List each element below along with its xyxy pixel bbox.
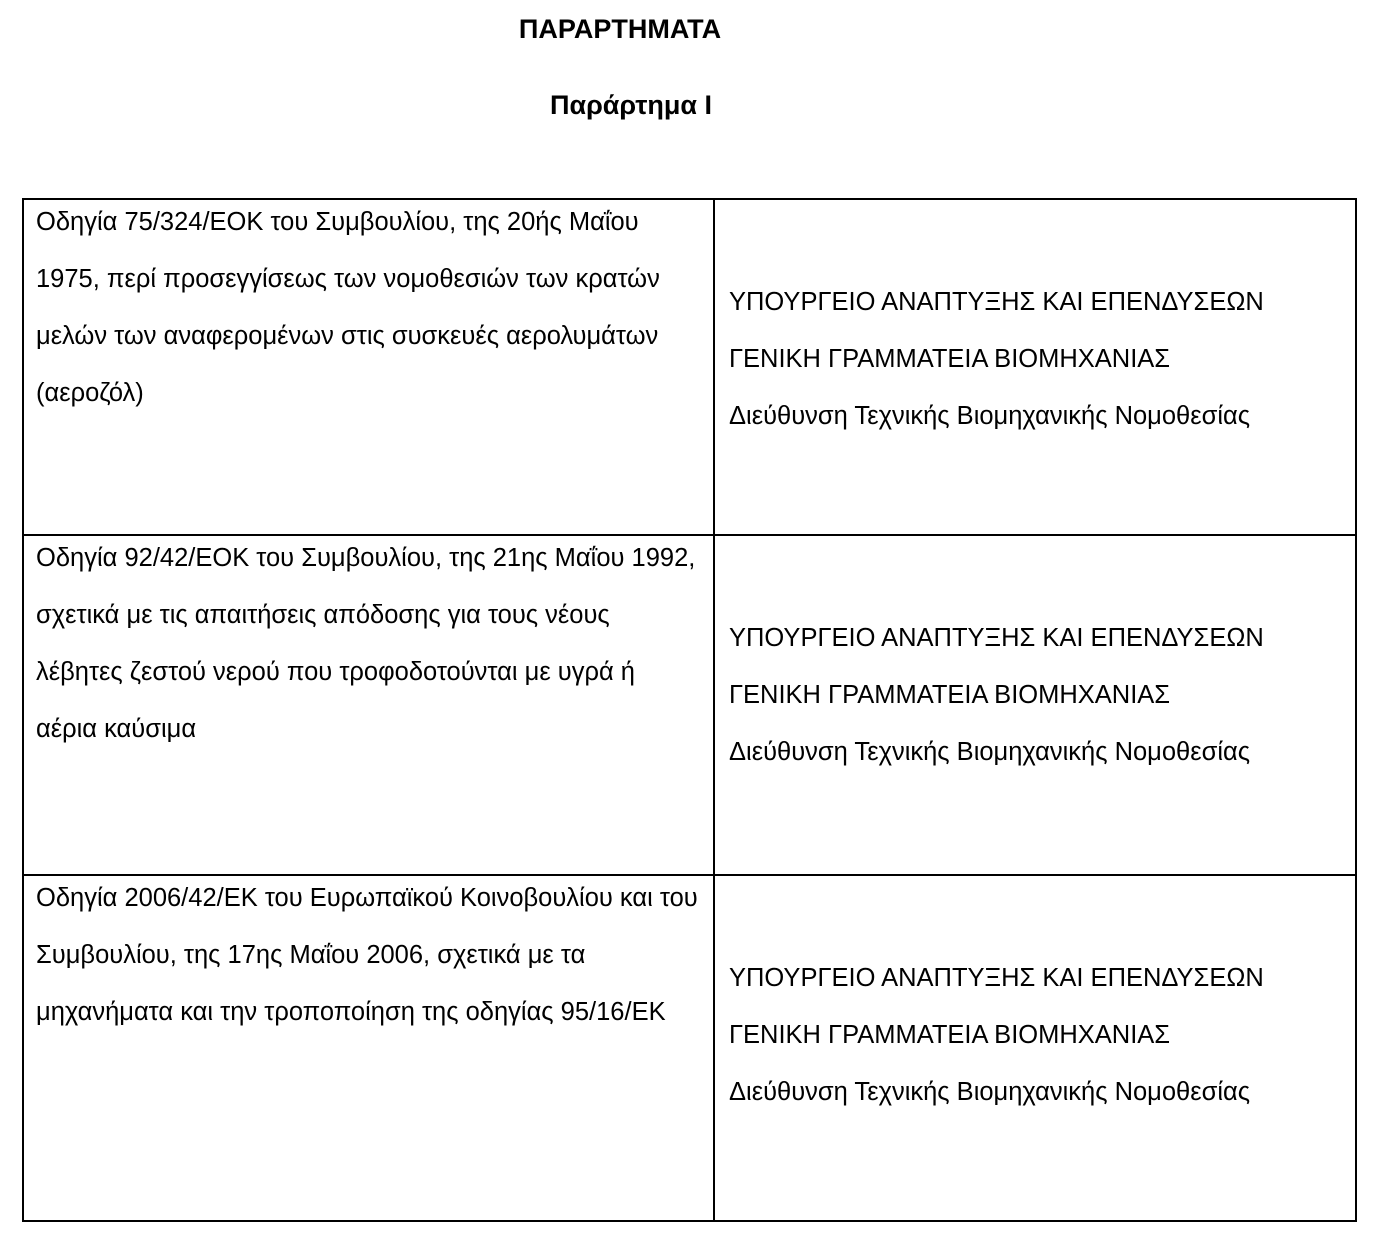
directive-cell: [23, 875, 714, 1221]
directorate-label: Διεύθυνση Τεχνικής Βιομηχανικής Νομοθεσίας: [729, 402, 1251, 430]
annex-subtitle: Παράρτημα Ι: [549, 90, 712, 120]
authority-block: [715, 274, 1355, 445]
directorate-label: Διεύθυνση Τεχνικής Βιομηχανικής Νομοθεσίας: [729, 1078, 1251, 1106]
ministry-label: ΥΠΟΥΡΓΕΙΟ ΑΝΑΠΤΥΞΗΣ ΚΑΙ ΕΠΕΝΔΥΣΕΩΝ: [729, 964, 1264, 992]
page-title: ΠΑΡΑΡΤΗΜΑΤΑ: [518, 14, 722, 44]
directive-cell: [23, 199, 714, 535]
secretariat-label: ΓΕΝΙΚΗ ΓΡΑΜΜΑΤΕΙΑ ΒΙΟΜΗΧΑΝΙΑΣ: [729, 345, 1171, 373]
directive-text: Οδηγία 2006/42/ΕΚ του Ευρωπαϊκού Κοινοβουλίου και του Συμβουλίου, της 17ης Μαΐου 2006, σχετικά με τα μηχανήματα και την τροποποίηση της οδηγίας 95/16/ΕΚ: [36, 884, 698, 1026]
directive-text: Οδηγία 75/324/ΕΟΚ του Συμβουλίου, της 20ής Μαΐου 1975, περί προσεγγίσεως των νομοθεσιών των κρατών μελών των αναφερομένων στις συσκευές αερολυμάτων (αεροζόλ): [36, 208, 660, 407]
directive-cell: [23, 535, 714, 875]
table-row: [23, 535, 1356, 875]
authority-cell: [714, 535, 1356, 875]
secretariat-label: ΓΕΝΙΚΗ ΓΡΑΜΜΑΤΕΙΑ ΒΙΟΜΗΧΑΝΙΑΣ: [729, 681, 1171, 709]
annex-table: [22, 198, 1357, 1222]
secretariat-label: ΓΕΝΙΚΗ ΓΡΑΜΜΑΤΕΙΑ ΒΙΟΜΗΧΑΝΙΑΣ: [729, 1021, 1171, 1049]
table-row: [23, 199, 1356, 535]
authority-cell: [714, 199, 1356, 535]
authority-block: [715, 950, 1355, 1121]
authority-block: [715, 610, 1355, 781]
table-row: [23, 875, 1356, 1221]
ministry-label: ΥΠΟΥΡΓΕΙΟ ΑΝΑΠΤΥΞΗΣ ΚΑΙ ΕΠΕΝΔΥΣΕΩΝ: [729, 624, 1264, 652]
ministry-label: ΥΠΟΥΡΓΕΙΟ ΑΝΑΠΤΥΞΗΣ ΚΑΙ ΕΠΕΝΔΥΣΕΩΝ: [729, 288, 1264, 316]
authority-cell: [714, 875, 1356, 1221]
directorate-label: Διεύθυνση Τεχνικής Βιομηχανικής Νομοθεσίας: [729, 738, 1251, 766]
directive-text: Οδηγία 92/42/ΕΟΚ του Συμβουλίου, της 21ης Μαΐου 1992, σχετικά με τις απαιτήσεις απόδοσης για τους νέους λέβητες ζεστού νερού που τροφοδοτούνται με υγρά ή αέρια καύσιμα: [36, 544, 696, 743]
